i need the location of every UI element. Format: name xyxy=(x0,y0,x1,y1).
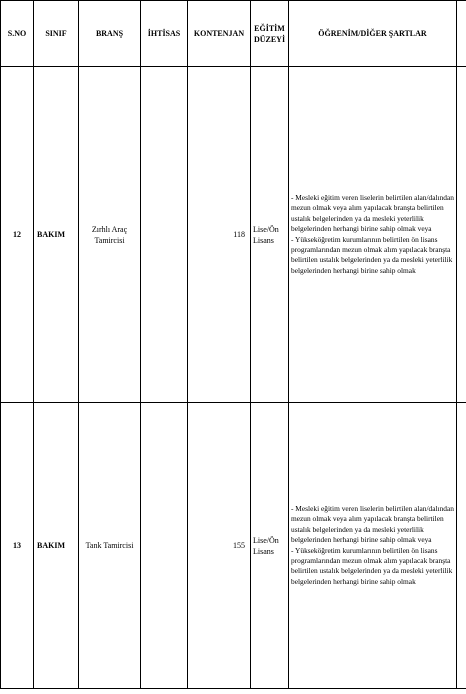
row-cut-column xyxy=(457,403,466,689)
requirement-line: belgelerinden herhangi birine sahip olmak xyxy=(291,576,416,586)
requirement-line: - Mesleki eğitim veren liselerin belirtilen alan/dalından xyxy=(291,503,454,513)
header-branch: BRANŞ xyxy=(79,1,141,67)
row-education-line2: Lisans xyxy=(253,235,274,245)
requirement-line: mezun olmak veya alım yapılacak branşta belirtilen xyxy=(291,514,444,524)
header-education-line2: DÜZEYİ xyxy=(253,34,286,44)
requirement-line: programlarından mezun olmak alım yapılacak branşta xyxy=(291,244,451,254)
requirement-line: ustalık belgelerinden ya da mesleki yeterlilik xyxy=(291,524,424,534)
requirement-line: belirtilen ustalık belgelerinden ya da mesleki yeterlilik xyxy=(291,566,453,576)
row-quota: 118 xyxy=(188,67,251,403)
row-class: BAKIM xyxy=(34,403,79,689)
row-quota: 155 xyxy=(188,403,251,689)
requirement-line: mezun olmak veya alım yapılacak branşta belirtilen xyxy=(291,203,444,213)
row-requirements xyxy=(289,403,457,689)
requirement-line: programlarından mezun olmak alım yapılacak branşta xyxy=(291,555,451,565)
row-education-line2: Lisans xyxy=(253,546,274,556)
row-cut-column xyxy=(457,67,466,403)
table-row xyxy=(1,403,466,689)
row-education xyxy=(251,403,289,689)
row-sno: 13 xyxy=(1,403,34,689)
requirement-line: belirtilen ustalık belgelerinden ya da mesleki yeterlilik xyxy=(291,255,453,265)
row-education xyxy=(251,67,289,403)
header-quota: KONTENJAN xyxy=(188,1,251,67)
requirement-line: belgelerinden herhangi birine sahip olmak xyxy=(291,265,416,275)
requirement-line: ustalık belgelerinden ya da mesleki yeterlilik xyxy=(291,213,424,223)
row-branch xyxy=(79,67,141,403)
requirement-line: belgelerinden herhangi birine sahip olmak veya xyxy=(291,224,432,234)
row-requirements xyxy=(289,67,457,403)
header-requirements: ÖĞRENİM/DİĞER ŞARTLAR xyxy=(289,1,457,67)
table-header-row xyxy=(1,1,466,67)
header-class: SINIF xyxy=(34,1,79,67)
header-education xyxy=(251,1,289,67)
row-education-line1: Lise/Ön xyxy=(253,224,279,234)
header-cut-column xyxy=(457,1,466,67)
row-branch-line2: Tamircisi xyxy=(94,235,125,245)
row-education-line1: Lise/Ön xyxy=(253,535,279,545)
row-branch-line1: Zırhlı Araç xyxy=(91,224,128,234)
table-row xyxy=(1,67,466,403)
header-education-line1: EĞİTİM xyxy=(254,23,285,33)
row-branch-line1: Tank Tamircisi xyxy=(85,541,134,550)
row-class: BAKIM xyxy=(34,67,79,403)
requirement-line: - Yükseköğretim kurumlarının belirtilen ön lisans xyxy=(291,545,438,555)
requirement-line: - Yükseköğretim kurumlarının belirtilen ön lisans xyxy=(291,234,438,244)
row-specialty xyxy=(141,67,188,403)
row-specialty xyxy=(141,403,188,689)
requirement-line: belgelerinden herhangi birine sahip olmak veya xyxy=(291,535,432,545)
header-specialty: İHTİSAS xyxy=(141,1,188,67)
requirement-line: - Mesleki eğitim veren liselerin belirtilen alan/dalından xyxy=(291,192,454,202)
row-sno: 12 xyxy=(1,67,34,403)
header-sno: S.NO xyxy=(1,1,34,67)
row-branch xyxy=(79,403,141,689)
